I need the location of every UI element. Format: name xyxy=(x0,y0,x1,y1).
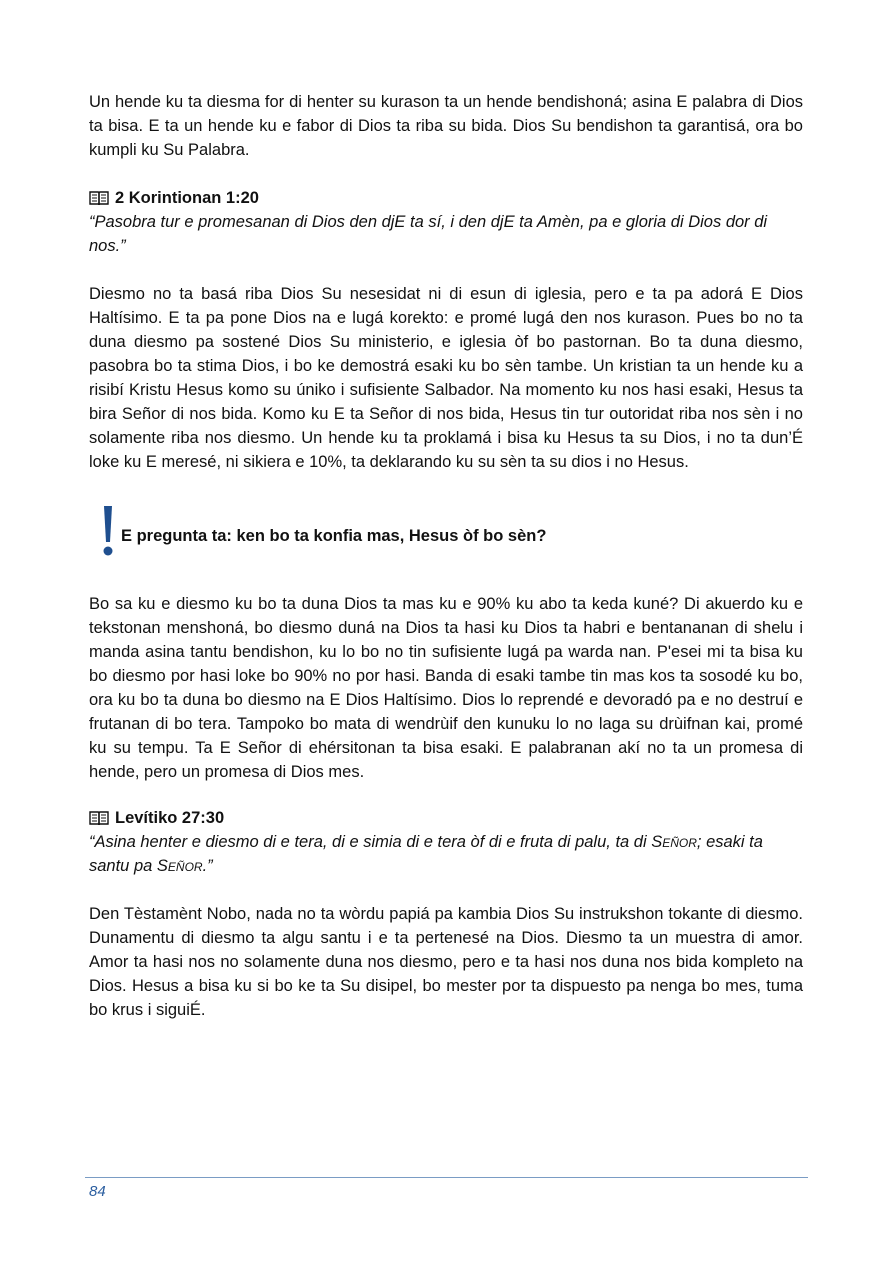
paragraph-1: Un hende ku ta diesma for di henter su kurason ta un hende bendishoná; asina E palabra di Dios ta bisa. E ta un hende ku e fabor di Dios ta riba su bida. Dios Su bendishon ta garantisá, ora bo kumpli ku Su Palabra. xyxy=(89,93,803,159)
callout-text: E pregunta ta: ken bo ta konfia mas, Hesus òf bo sèn? xyxy=(121,527,547,545)
lord-small-caps: Señor xyxy=(156,857,203,875)
verse-quote-2-part-a: “Asina henter e diesmo di e tera, di e simia di e tera òf di e fruta di palu, ta di xyxy=(89,833,652,851)
paragraph-3: Bo sa ku e diesmo ku bo ta duna Dios ta mas ku e 90% ku abo ta keda kuné? Di akuerdo ku e tekstonan menshoná, bo diesmo duná na Dios ta hasi ku Dios ta habri e bentananan di shelu i manda asina tantu bendishon, ku lo bo no tin sufisiente lugá pa warda nan. P'esei mi ta bisa ku bo diesmo por hasi loke bo 90% no por hasi. Banda di esaki tambe tin mas kos ta sosodé ku bo, ora ku bo ta duna bo diesmo na E Dios Haltísimo. Dios lo reprendé e devoradó pa e no destruí e frutanan di bo tera. Tampoko bo mata di wendrùif den kunuku lo no laga su drùifnan kai, promé ku su tempu. Ta E Señor di ehérsitonan ta bisa esaki. E palabranan akí no ta un promesa di hende, pero un promesa di Dios mes. xyxy=(89,595,803,781)
paragraph-2: Diesmo no ta basá riba Dios Su nesesidat ni di esun di iglesia, pero e ta pa adorá E Dios Haltísimo. E ta pa pone Dios na e lugá korekto: e promé lugá den nos kurason. Pues bo no ta duna diesmo pa sostené Dios Su ministerio, e iglesia òf bo pastornan. Bo ta duna diesmo, pasobra bo ta stima Dios, i bo ke demostrá esaki ku bo sèn tambe. Un kristian ta un hende ku a risibí Kristu Hesus komo su úniko i sufisiente Salbador. Na momento ku nos hasi esaki, Hesus ta bira Señor di nos bida. Komo ku E ta Señor di nos bida, Hesus tin tur outoridat riba nos sèn i no solamente riba nos diesmo. Un hende ku ta proklamá i bisa ku Hesus ta su Dios, i no ta dun’É loke ku E meresé, ni sikiera e 10%, ta deklarando ku su sèn ta su dios i no Hesus. xyxy=(89,285,803,471)
page-content xyxy=(89,90,803,1022)
book-icon xyxy=(89,810,109,826)
lord-small-caps: Señor xyxy=(651,833,697,851)
verse-reference-1 xyxy=(89,186,803,210)
verse-reference-2 xyxy=(89,806,803,830)
verse-reference-text: Levítiko 27:30 xyxy=(115,809,225,827)
paragraph-4: Den Tèstamènt Nobo, nada no ta wòrdu papiá pa kambia Dios Su instrukshon tokante di diesmo. Dunamentu di diesmo ta algu santu i e ta pertenesé na Dios. Diesmo ta un muestra di amor. Amor ta hasi nos no solamente duna nos diesmo, pero e ta hasi nos duna nos bida kompleto na Dios. Hesus a bisa ku si bo ke ta Su disipel, bo mester por ta dispuesto pa nenga bo mes, tuma bo krus i siguiÉ. xyxy=(89,905,803,1019)
verse-quote-2 xyxy=(89,830,803,878)
verse-quote-2-part-b: ; esaki ta santu pa xyxy=(89,833,763,875)
verse-reference-text: 2 Korintionan 1:20 xyxy=(115,189,259,207)
verse-quote-2-part-c: .” xyxy=(202,857,213,875)
footer-divider xyxy=(85,1177,808,1178)
verse-quote-1: “Pasobra tur e promesanan di Dios den djE ta sí, i den djE ta Amèn, pa e gloria di Dios dor di nos.” xyxy=(89,213,768,255)
callout-question xyxy=(89,504,803,568)
exclamation-icon xyxy=(99,504,117,558)
book-icon xyxy=(89,190,109,206)
page-number: 84 xyxy=(89,1183,106,1200)
